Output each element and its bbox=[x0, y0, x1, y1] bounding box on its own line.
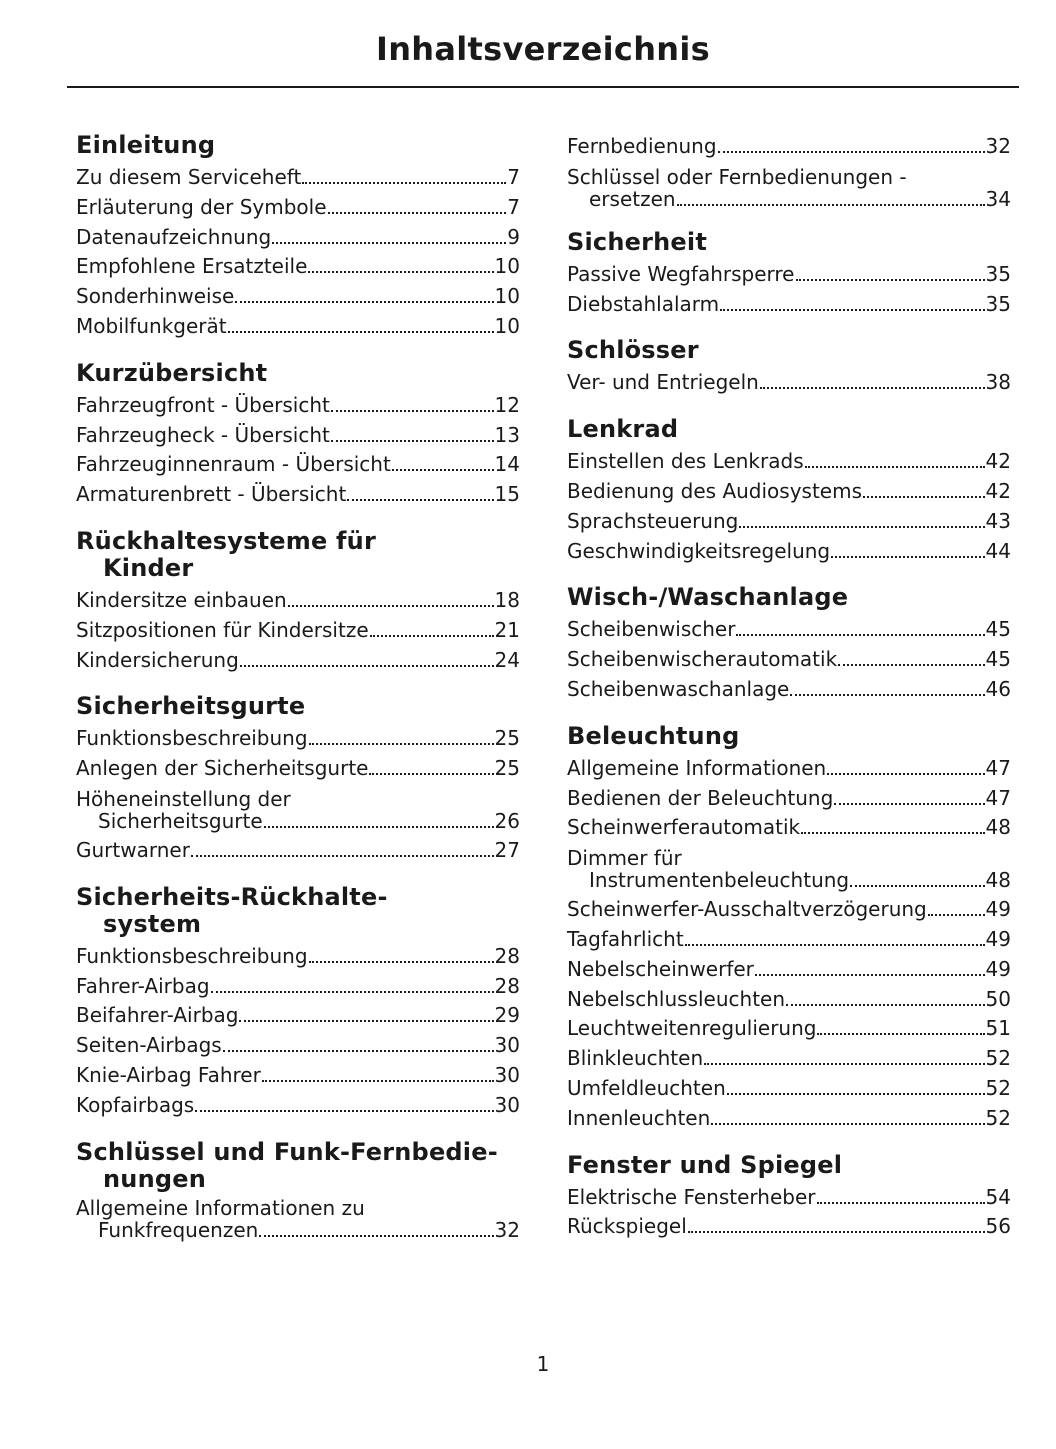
entry-title: Allgemeine Informationen bbox=[567, 755, 827, 780]
entry-page: 43 bbox=[985, 508, 1011, 533]
leader-dots bbox=[711, 1123, 984, 1125]
entry-page: 45 bbox=[985, 617, 1011, 642]
entry-page: 35 bbox=[985, 261, 1011, 286]
entry-title: Scheinwerferautomatik bbox=[567, 815, 801, 840]
toc-right-column bbox=[567, 132, 1011, 1260]
toc-entry[interactable] bbox=[567, 537, 1011, 567]
toc-left-column bbox=[76, 132, 520, 1260]
entry-title: Anlegen der Sicherheitsgurte bbox=[76, 756, 369, 781]
toc-entry[interactable] bbox=[76, 282, 520, 312]
entry-page: 18 bbox=[494, 587, 520, 612]
entry-title: Fahrzeugheck - Übersicht bbox=[76, 422, 330, 447]
section-heading[interactable]: Sicherheit bbox=[567, 227, 707, 256]
entry-title: Scheinwerfer-Ausschaltverzögerung bbox=[567, 897, 927, 922]
entry-title: Nebelscheinwerfer bbox=[567, 956, 754, 981]
leader-dots bbox=[838, 664, 984, 666]
entry-page: 13 bbox=[494, 422, 520, 447]
entry-page: 51 bbox=[985, 1016, 1011, 1041]
entry-title-continued: ersetzen bbox=[589, 186, 676, 211]
entry-page: 34 bbox=[985, 186, 1011, 211]
toc-entry[interactable] bbox=[567, 1212, 1011, 1242]
entry-title: Kindersitze einbauen bbox=[76, 587, 287, 612]
page-title: Inhaltsverzeichnis bbox=[376, 30, 710, 68]
leader-dots bbox=[796, 279, 985, 281]
entry-page: 25 bbox=[494, 756, 520, 781]
toc-entry[interactable] bbox=[567, 132, 1011, 162]
toc-entry[interactable] bbox=[76, 450, 520, 480]
entry-page: 49 bbox=[985, 956, 1011, 981]
entry-page: 14 bbox=[494, 452, 520, 477]
leader-dots bbox=[308, 271, 493, 273]
toc-entry[interactable] bbox=[567, 447, 1011, 477]
entry-title: Kopfairbags bbox=[76, 1092, 195, 1117]
toc-section-continued bbox=[567, 132, 1011, 211]
entry-page: 52 bbox=[985, 1046, 1011, 1071]
toc-entry[interactable] bbox=[76, 480, 520, 510]
entry-title: Nebelschlussleuchten bbox=[567, 986, 786, 1011]
toc-section-schloesser bbox=[567, 337, 1011, 398]
leader-dots bbox=[718, 151, 985, 153]
toc-entry[interactable] bbox=[567, 925, 1011, 955]
entry-page: 28 bbox=[494, 943, 520, 968]
leader-dots bbox=[834, 803, 984, 805]
toc-entry[interactable] bbox=[76, 724, 520, 754]
leader-dots bbox=[272, 242, 506, 244]
leader-dots bbox=[863, 496, 985, 498]
entry-page: 50 bbox=[985, 986, 1011, 1011]
entry-page: 46 bbox=[985, 676, 1011, 701]
entry-title: Umfeldleuchten bbox=[567, 1075, 726, 1100]
toc-entry[interactable] bbox=[567, 368, 1011, 398]
toc-entry[interactable] bbox=[76, 1001, 520, 1031]
toc-entry[interactable] bbox=[76, 193, 520, 223]
leader-dots bbox=[331, 440, 494, 442]
entry-title: Fahrzeugfront - Übersicht bbox=[76, 392, 330, 417]
entry-page: 30 bbox=[494, 1092, 520, 1117]
entry-page: 10 bbox=[494, 284, 520, 309]
heading-line: nungen bbox=[103, 1164, 207, 1193]
entry-title: Blinkleuchten bbox=[567, 1046, 704, 1071]
toc-entry[interactable] bbox=[76, 836, 520, 866]
entry-page: 24 bbox=[494, 647, 520, 672]
entry-page: 21 bbox=[494, 617, 520, 642]
toc-entry[interactable] bbox=[567, 290, 1011, 320]
entry-title: Gurtwarner bbox=[76, 837, 190, 862]
entry-title: Sprachsteuerung bbox=[567, 508, 739, 533]
entry-title: Fahrzeuginnenraum - Übersicht bbox=[76, 452, 391, 477]
entry-title: Knie-Airbag Fahrer bbox=[76, 1062, 261, 1087]
entry-title: Funktionsbeschreibung bbox=[76, 726, 308, 751]
entry-page: 30 bbox=[494, 1062, 520, 1087]
toc-entry[interactable] bbox=[567, 260, 1011, 290]
section-heading[interactable]: Lenkrad bbox=[567, 415, 679, 444]
leader-dots bbox=[786, 1004, 985, 1006]
entry-page: 47 bbox=[985, 785, 1011, 810]
toc-entry[interactable] bbox=[76, 942, 520, 972]
leader-dots bbox=[191, 855, 494, 857]
toc-entry[interactable] bbox=[76, 163, 520, 193]
leader-dots bbox=[264, 826, 494, 828]
entry-title: Bedienen der Beleuchtung bbox=[567, 785, 834, 810]
heading-line: Kinder bbox=[103, 553, 194, 582]
entry-page: 26 bbox=[494, 808, 520, 833]
entry-page: 28 bbox=[494, 973, 520, 998]
entry-title: Allgemeine Informationen zu bbox=[76, 1195, 365, 1220]
entry-title: Einstellen des Lenkrads bbox=[567, 449, 804, 474]
leader-dots bbox=[235, 301, 493, 303]
toc-entry[interactable] bbox=[567, 1074, 1011, 1104]
toc-entry[interactable] bbox=[76, 754, 520, 784]
entry-title: Innenleuchten bbox=[567, 1105, 711, 1130]
leader-dots bbox=[369, 773, 493, 775]
toc-section-beleuchtung bbox=[567, 723, 1011, 1134]
section-heading[interactable]: Einleitung bbox=[76, 131, 216, 159]
entry-title-continued: Sicherheitsgurte bbox=[98, 808, 263, 833]
leader-dots bbox=[309, 961, 494, 963]
section-heading[interactable]: Schlösser bbox=[567, 336, 699, 365]
leader-dots bbox=[736, 634, 984, 636]
entry-page: 10 bbox=[494, 313, 520, 338]
entry-page: 52 bbox=[985, 1105, 1011, 1130]
leader-dots bbox=[347, 499, 493, 501]
entry-page: 54 bbox=[985, 1184, 1011, 1209]
leader-dots bbox=[685, 944, 985, 946]
leader-dots bbox=[392, 469, 494, 471]
leader-dots bbox=[805, 466, 985, 468]
entry-title: Datenaufzeichnung bbox=[76, 224, 272, 249]
toc-section-kinder bbox=[76, 528, 520, 675]
entry-page: 12 bbox=[494, 392, 520, 417]
toc-entry[interactable] bbox=[76, 312, 520, 342]
leader-dots bbox=[817, 1033, 984, 1035]
leader-dots bbox=[211, 991, 494, 993]
entry-page: 47 bbox=[985, 755, 1011, 780]
entry-title: Empfohlene Ersatzteile bbox=[76, 254, 308, 279]
toc-entry[interactable] bbox=[76, 1031, 520, 1061]
entry-title: Passive Wegfahrsperre bbox=[567, 261, 795, 286]
entry-page: 35 bbox=[985, 291, 1011, 316]
toc-entry[interactable] bbox=[567, 1014, 1011, 1044]
toc-entry[interactable] bbox=[567, 645, 1011, 675]
leader-dots bbox=[259, 1235, 493, 1237]
entry-title: Dimmer für bbox=[567, 846, 682, 871]
entry-page: 42 bbox=[985, 478, 1011, 503]
leader-dots bbox=[790, 694, 984, 696]
entry-title: Seiten-Airbags bbox=[76, 1033, 222, 1058]
entry-title: Zu diesem Serviceheft bbox=[76, 165, 302, 189]
entry-title-continued: Funkfrequenzen bbox=[98, 1217, 259, 1242]
entry-page: 25 bbox=[494, 726, 520, 751]
entry-title: Schlüssel oder Fernbedienungen - bbox=[567, 164, 907, 189]
entry-page: 32 bbox=[494, 1217, 520, 1242]
entry-title: Tagfahrlicht bbox=[567, 926, 684, 951]
toc-entry[interactable] bbox=[76, 391, 520, 421]
toc-entry[interactable] bbox=[76, 223, 520, 253]
title-divider bbox=[67, 86, 1019, 88]
toc-entry[interactable] bbox=[76, 421, 520, 451]
entry-title: Mobilfunkgerät bbox=[76, 313, 227, 338]
toc-entry[interactable] bbox=[76, 616, 520, 646]
entry-title: Höheneinstellung der bbox=[76, 786, 291, 811]
entry-page: 15 bbox=[494, 482, 520, 507]
entry-page: 45 bbox=[985, 647, 1011, 672]
toc-entry[interactable] bbox=[567, 507, 1011, 537]
entry-page: 32 bbox=[985, 134, 1011, 158]
toc-entry[interactable] bbox=[567, 1044, 1011, 1074]
toc-entry[interactable] bbox=[567, 675, 1011, 705]
entry-page: 49 bbox=[985, 926, 1011, 951]
leader-dots bbox=[727, 1093, 985, 1095]
leader-dots bbox=[677, 204, 985, 206]
section-heading[interactable]: Fenster und Spiegel bbox=[567, 1150, 843, 1179]
leader-dots bbox=[760, 387, 985, 389]
leader-dots bbox=[239, 1020, 493, 1022]
entry-title: Elektrische Fensterheber bbox=[567, 1184, 816, 1209]
toc-section-rueckhaltesystem bbox=[76, 884, 520, 1121]
entry-title: Ver- und Entriegeln bbox=[567, 370, 759, 395]
toc-entry[interactable] bbox=[567, 955, 1011, 985]
leader-dots bbox=[850, 885, 984, 887]
toc-section-wischanlage bbox=[567, 584, 1011, 704]
toc-entry[interactable] bbox=[567, 1104, 1011, 1134]
heading-line: Sicherheits-Rückhalte- bbox=[76, 882, 388, 911]
entry-page: 7 bbox=[507, 165, 520, 189]
section-heading[interactable]: Sicherheitsgurte bbox=[76, 692, 306, 721]
entry-page: 29 bbox=[494, 1003, 520, 1028]
leader-dots bbox=[704, 1063, 984, 1065]
entry-title: Funktionsbeschreibung bbox=[76, 943, 308, 968]
leader-dots bbox=[831, 556, 984, 558]
entry-page: 9 bbox=[507, 224, 520, 249]
leader-dots bbox=[370, 635, 494, 637]
entry-page: 48 bbox=[985, 815, 1011, 840]
entry-page: 49 bbox=[985, 897, 1011, 922]
leader-dots bbox=[801, 832, 984, 834]
entry-page: 42 bbox=[985, 449, 1011, 474]
leader-dots bbox=[223, 1050, 494, 1052]
entry-title-continued: Instrumentenbeleuchtung bbox=[589, 868, 850, 893]
section-heading[interactable] bbox=[76, 1139, 520, 1193]
entry-title: Diebstahlalarm bbox=[567, 291, 720, 316]
entry-page: 30 bbox=[494, 1033, 520, 1058]
section-heading[interactable] bbox=[76, 884, 520, 938]
heading-line: system bbox=[103, 909, 202, 938]
entry-title: Leuchtweitenregulierung bbox=[567, 1016, 817, 1041]
entry-title: Kindersicherung bbox=[76, 647, 239, 672]
section-heading[interactable]: Kurzübersicht bbox=[76, 358, 268, 387]
toc-section-fenster bbox=[567, 1152, 1011, 1243]
entry-page: 38 bbox=[985, 370, 1011, 395]
entry-title: Rückspiegel bbox=[567, 1214, 687, 1239]
toc-section-kurzuebersicht bbox=[76, 360, 520, 510]
entry-title: Erläuterung der Symbole bbox=[76, 194, 327, 219]
toc-entry[interactable] bbox=[76, 586, 520, 616]
toc-entry[interactable] bbox=[567, 754, 1011, 784]
heading-line: Schlüssel und Funk-Fernbedie- bbox=[76, 1137, 498, 1166]
leader-dots bbox=[688, 1231, 985, 1233]
leader-dots bbox=[195, 1110, 493, 1112]
toc-entry[interactable] bbox=[567, 477, 1011, 507]
entry-title: Bedienung des Audiosystems bbox=[567, 478, 863, 503]
entry-title: Fahrer-Airbag bbox=[76, 973, 210, 998]
leader-dots bbox=[331, 410, 494, 412]
leader-dots bbox=[755, 974, 985, 976]
entry-page: 48 bbox=[985, 868, 1011, 893]
entry-page: 27 bbox=[494, 837, 520, 862]
toc-entry[interactable] bbox=[567, 166, 1011, 211]
leader-dots bbox=[240, 665, 494, 667]
entry-page: 56 bbox=[985, 1214, 1011, 1239]
leader-dots bbox=[928, 914, 985, 916]
entry-page: 10 bbox=[494, 254, 520, 279]
toc-entry[interactable] bbox=[76, 646, 520, 676]
entry-title: Sonderhinweise bbox=[76, 284, 235, 309]
entry-title: Fernbedienung bbox=[567, 134, 717, 158]
entry-title: Geschwindigkeitsregelung bbox=[567, 538, 831, 563]
toc-section-sicherheitsgurte bbox=[76, 693, 520, 865]
toc-entry[interactable] bbox=[567, 895, 1011, 925]
leader-dots bbox=[739, 526, 984, 528]
entry-page: 7 bbox=[507, 194, 520, 219]
page-number: 1 bbox=[536, 1352, 550, 1376]
leader-dots bbox=[309, 743, 494, 745]
entry-title: Beifahrer-Airbag bbox=[76, 1003, 239, 1028]
entry-title: Scheibenwischerautomatik bbox=[567, 647, 838, 672]
entry-page: 44 bbox=[985, 538, 1011, 563]
toc-section-lenkrad bbox=[567, 416, 1011, 566]
heading-line: Rückhaltesysteme für bbox=[76, 526, 376, 555]
toc-section-schluessel bbox=[76, 1139, 520, 1242]
entry-page: 52 bbox=[985, 1075, 1011, 1100]
toc-entry[interactable] bbox=[567, 847, 1011, 892]
toc-entry[interactable] bbox=[567, 1183, 1011, 1213]
entry-title: Scheibenwischer bbox=[567, 617, 736, 642]
toc-entry[interactable] bbox=[76, 1061, 520, 1091]
toc-entry[interactable] bbox=[76, 1091, 520, 1121]
toc-entry[interactable] bbox=[76, 788, 520, 833]
toc-entry[interactable] bbox=[567, 813, 1011, 843]
leader-dots bbox=[302, 182, 506, 184]
entry-title: Armaturenbrett - Übersicht bbox=[76, 482, 347, 507]
leader-dots bbox=[288, 605, 494, 607]
toc-entry[interactable] bbox=[76, 252, 520, 282]
leader-dots bbox=[262, 1080, 494, 1082]
toc-entry[interactable] bbox=[76, 972, 520, 1002]
toc-section-sicherheit bbox=[567, 229, 1011, 320]
section-heading[interactable] bbox=[76, 528, 520, 582]
toc-entry[interactable] bbox=[567, 784, 1011, 814]
leader-dots bbox=[228, 331, 494, 333]
section-heading[interactable]: Wisch-/Waschanlage bbox=[567, 583, 849, 612]
toc-entry[interactable] bbox=[76, 1197, 520, 1242]
entry-title: Sitzpositionen für Kindersitze bbox=[76, 617, 369, 642]
leader-dots bbox=[827, 773, 984, 775]
toc-section-einleitung bbox=[76, 132, 520, 342]
entry-title: Scheibenwaschanlage bbox=[567, 676, 790, 701]
toc-entry[interactable] bbox=[567, 985, 1011, 1015]
toc-entry[interactable] bbox=[567, 615, 1011, 645]
leader-dots bbox=[720, 309, 984, 311]
leader-dots bbox=[817, 1202, 985, 1204]
leader-dots bbox=[328, 212, 507, 214]
section-heading[interactable]: Beleuchtung bbox=[567, 721, 740, 750]
